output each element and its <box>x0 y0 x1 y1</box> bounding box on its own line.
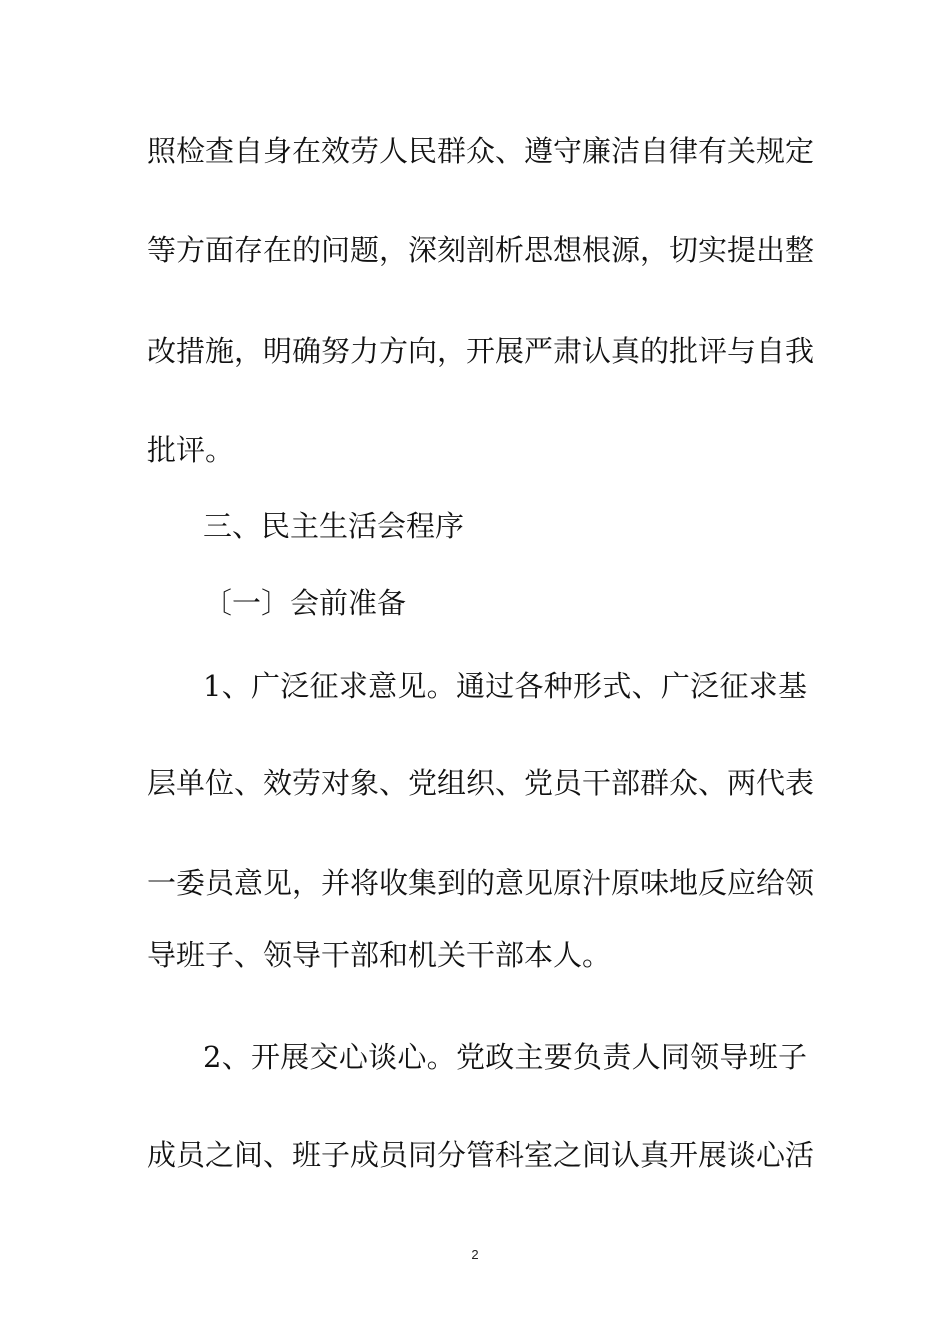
body-text-line: 导班子、领导干部和机关干部本人。 <box>147 938 612 972</box>
body-text-line: 成员之间、班子成员同分管科室之间认真开展谈心活 <box>147 1138 815 1172</box>
body-text-line: 1、广泛征求意见。通过各种形式、广泛征求基 <box>203 669 807 703</box>
body-text-line: 等方面存在的问题，深刻剖析思想根源，切实提出整 <box>147 233 815 267</box>
body-text-line: 批评。 <box>147 433 235 467</box>
body-text-line: 层单位、效劳对象、党组织、党员干部群众、两代表 <box>147 766 815 800</box>
page-number: 2 <box>471 1247 479 1262</box>
body-text-line: 一委员意见，并将收集到的意见原汁原味地反应给领 <box>147 866 815 900</box>
body-text-line: 2、开展交心谈心。党政主要负责人同领导班子 <box>203 1040 807 1074</box>
body-text-line: 照检查自身在效劳人民群众、遵守廉洁自律有关规定 <box>147 134 815 168</box>
subsection-heading: 〔一〕会前准备 <box>203 586 407 620</box>
section-heading: 三、民主生活会程序 <box>203 509 465 543</box>
body-text-line: 改措施，明确努力方向，开展严肃认真的批评与自我 <box>147 334 815 368</box>
